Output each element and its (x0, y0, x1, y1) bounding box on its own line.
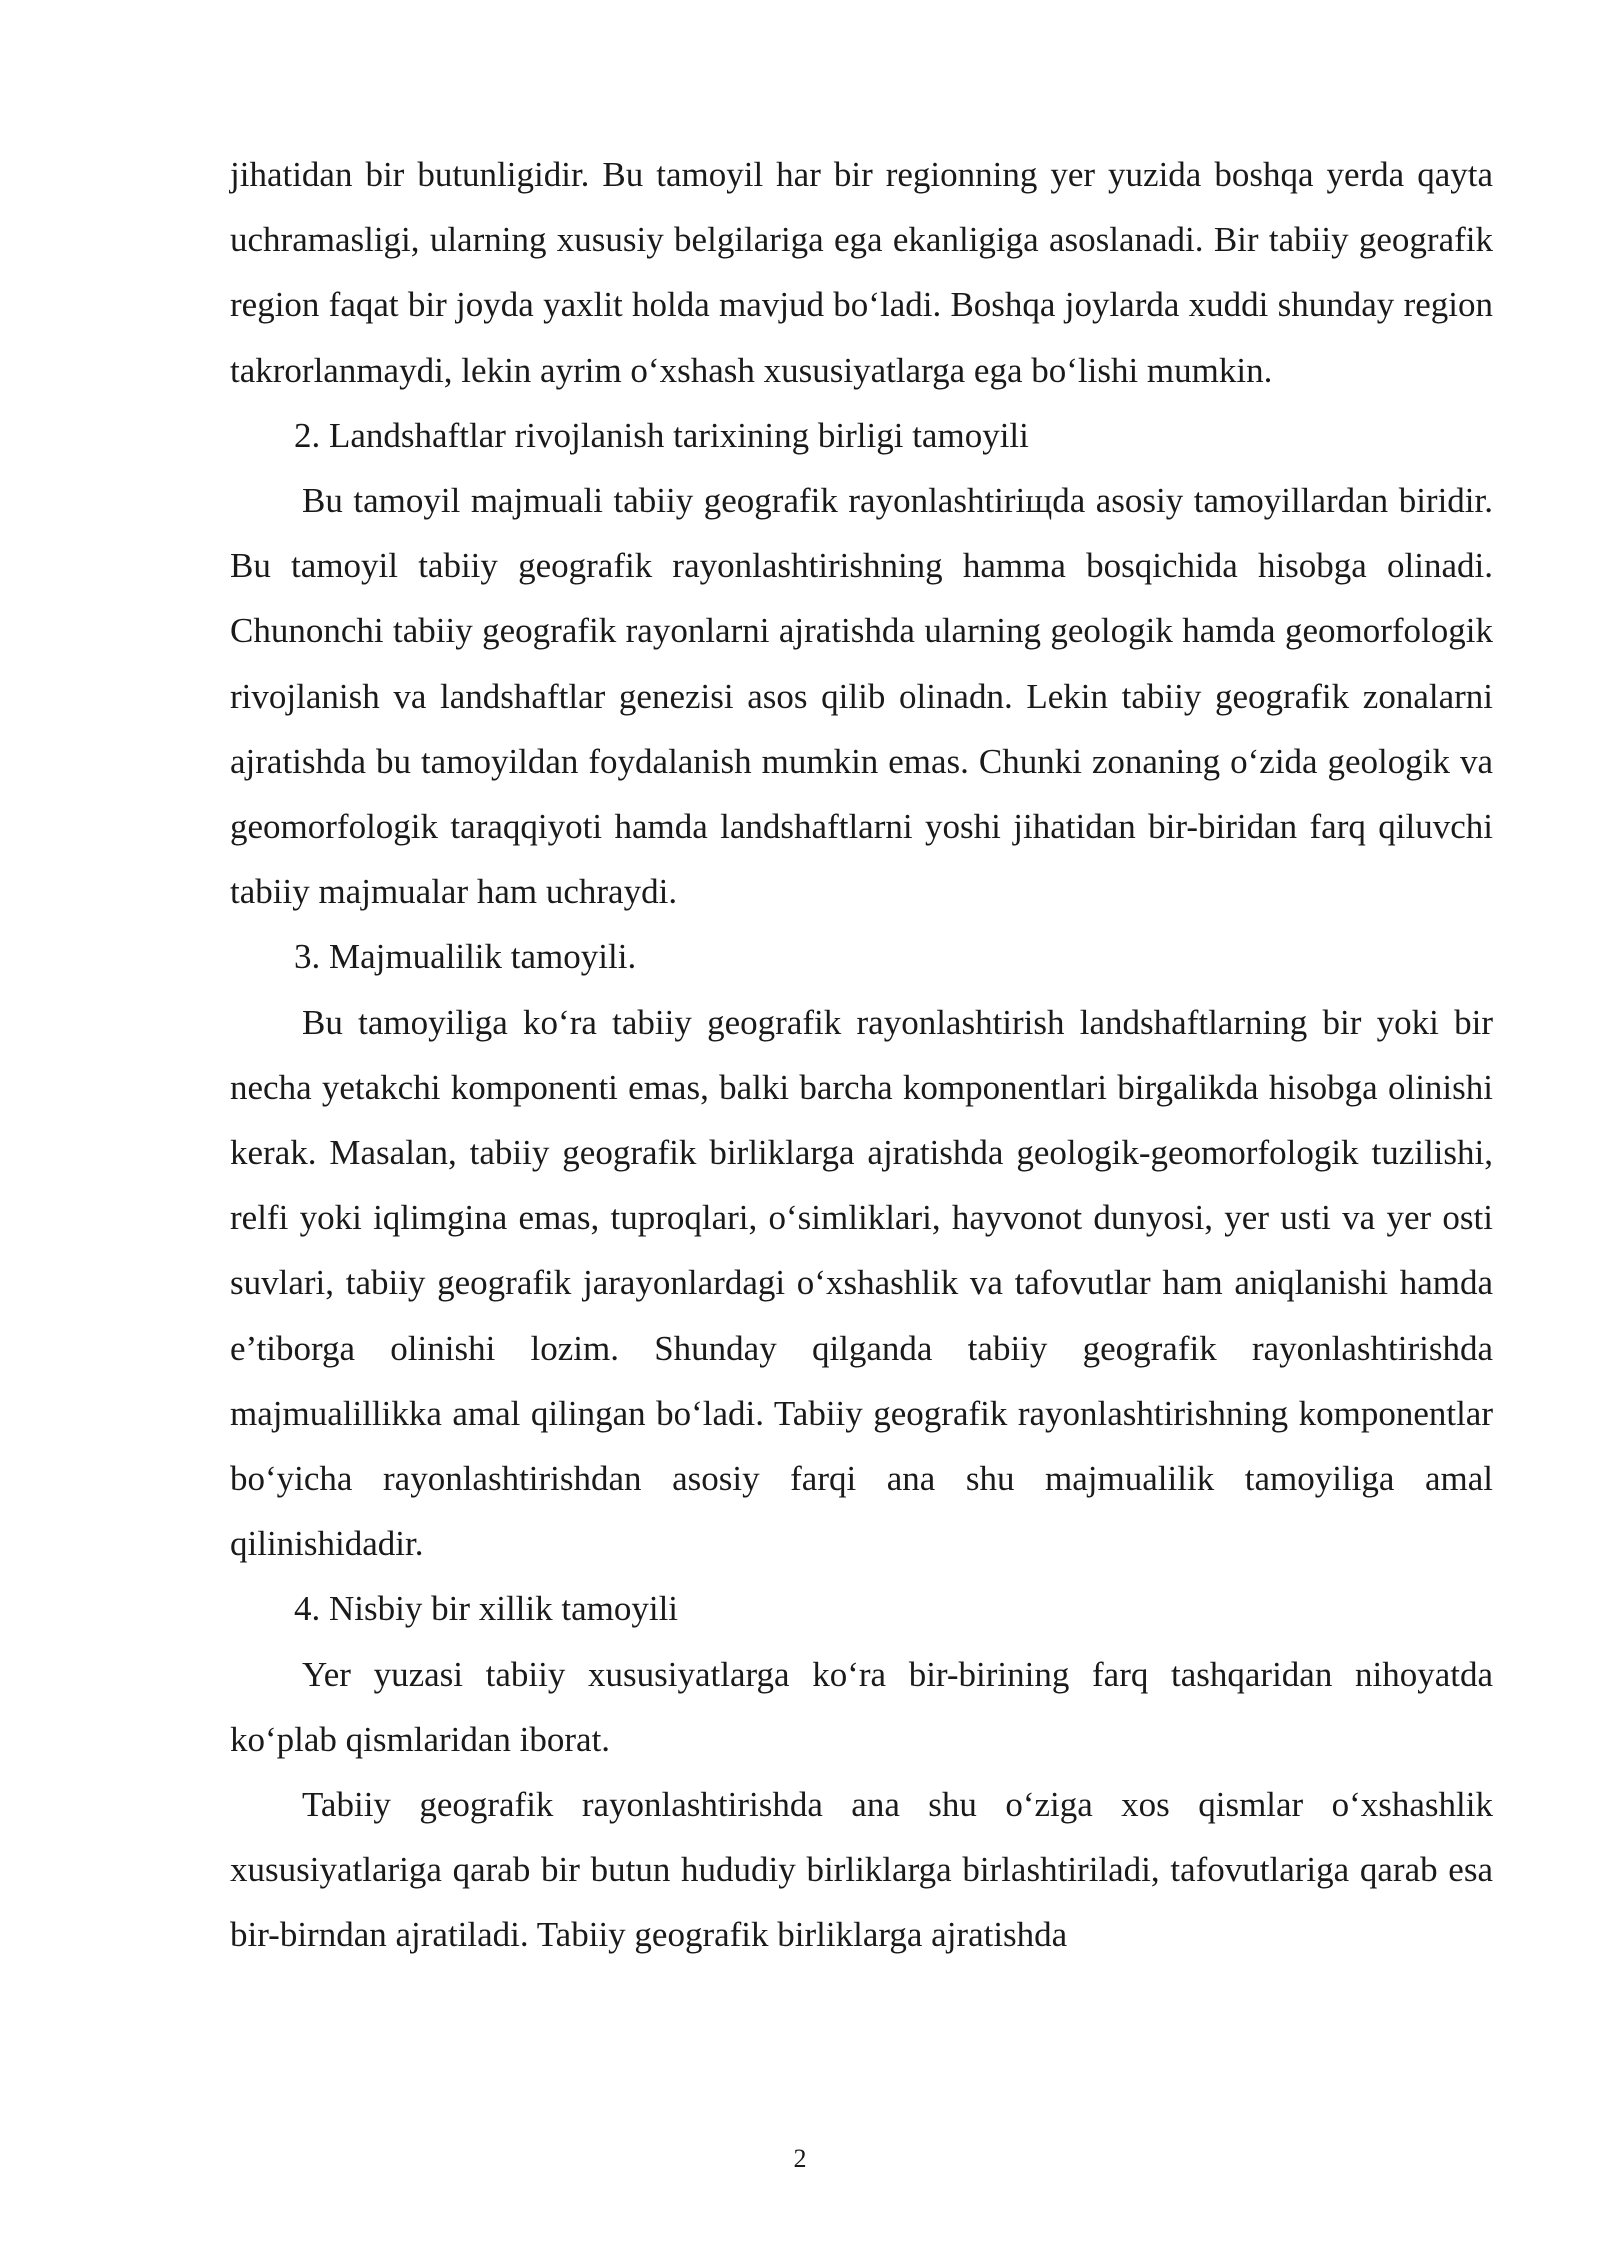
section-heading-2: 2. Landshaftlar rivojlanish tarixining birligi tamoyili (294, 415, 1029, 455)
body-text (230, 142, 1493, 1968)
section-heading-4: 4. Nisbiy bir xillik tamoyili (294, 1589, 679, 1629)
page-number: 2 (793, 2144, 807, 2173)
paragraph-complexity-principle: Bu tamoyiliga ko‘ra tabiiy geografik rayonlashtirish landshaftlarning bir yoki bir necha yetakchi komponenti emas, balki barcha komponentlari birgalikda hisobga olinishi kerak. Masalan, tabiiy geografik birliklarga ajratishda geologik-geomorfologik tuzilishi, relfi yoki iqlimgina emas, tuproqlari, o‘simliklari, hayvonot dunyosi, yer usti va yer osti suvlari, tabiiy geografik jarayonlardagi o‘xshashlik va tafovutlar ham aniqlanishi hamda e’tiborga olinishi lozim. Shunday qilganda tabiiy geografik rayonlashtirishda majmualillikka amal qilingan bo‘ladi. Tabiiy geografik rayonlashtirishning komponentlar bo‘yicha rayonlashtirishdan asosiy farqi ana shu majmualilik tamoyiliga amal qilinishidadir. (230, 1002, 1493, 1564)
paragraph-continuation: jihatidan bir butunligidir. Bu tamoyil har bir regionning yer yuzida boshqa yerda qayta uchramasligi, ularning xususiy belgilariga ega ekanligiga asoslanadi. Bir tabiiy geografik region faqat bir joyda yaxlit holda mavjud bo‘ladi. Boshqa joylarda xuddi shunday region takrorlanmaydi, lekin ayrim o‘xshash xususiyatlarga ega bo‘lishi mumkin. (230, 155, 1493, 390)
paragraph-history-principle: Bu tamoyil majmuali tabiiy geografik rayonlashtiriщda asosiy tamoyillardan biridir. Bu tamoyil tabiiy geografik rayonlashtirishning hamma bosqichida hisobga olinadi. Chunonchi tabiiy geografik rayonlarni ajratishda ularning geologik hamda geomorfologik rivojlanish va landshaftlar genezisi asos qilib olinadn. Lekin tabiiy geografik zonalarni ajratishda bu tamoyildan foydalanish mumkin emas. Chunki zonaning o‘zida geologik va geomorfologik taraqqiyoti hamda landshaftlarni yoshi jihatidan bir-biridan farq qiluvchi tabiiy majmualar ham uchraydi. (230, 481, 1493, 912)
paragraph-earth-surface: Yer yuzasi tabiiy xususiyatlarga ko‘ra bir-birining farq tashqaridan nihoyatda ko‘plab qismlaridan iborat. (230, 1654, 1493, 1759)
paragraph-regionalization: Tabiiy geografik rayonlashtirishda ana shu o‘ziga xos qismlar o‘xshashlik xususiyatlariga qarab bir butun hududiy birliklarga birlashtiriladi, tafovutlariga qarab esa bir-birndan ajratiladi. Tabiiy geografik birliklarga ajratishda (230, 1785, 1493, 1955)
section-heading-3: 3. Majmualilik tamoyili. (294, 937, 637, 977)
